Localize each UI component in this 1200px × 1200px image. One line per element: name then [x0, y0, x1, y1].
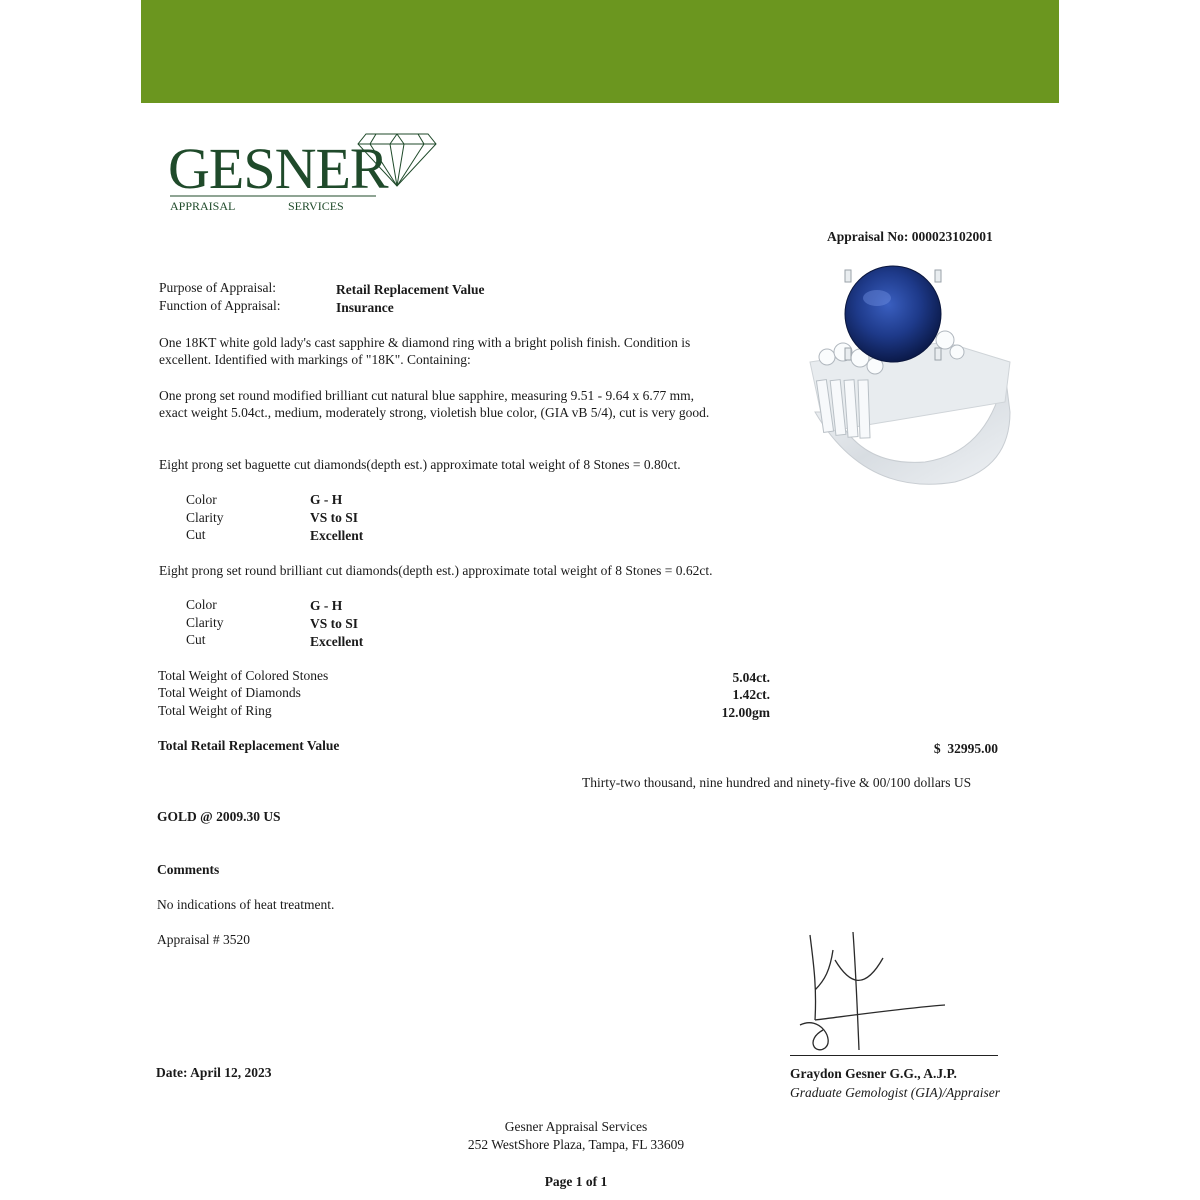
grade-clarity-value: VS to SI: [310, 510, 359, 525]
grade-cut-label: Cut: [186, 527, 206, 542]
retail-value-words: Thirty-two thousand, nine hundred and ninety-five & 00/100 dollars US: [582, 775, 972, 790]
appraisal-reference: Appraisal # 3520: [157, 932, 250, 947]
grade-clarity-value: VS to SI: [310, 616, 359, 631]
total-colored-value: 5.04ct.: [732, 670, 770, 685]
ring-photo: [805, 262, 1015, 497]
grade-color-value: G - H: [310, 598, 343, 613]
grade-cut-value: Excellent: [310, 634, 364, 649]
header-band: [141, 0, 1059, 103]
function-label: Function of Appraisal:: [159, 298, 281, 313]
signer-name: Graydon Gesner G.G., A.J.P.: [790, 1066, 957, 1081]
logo-left-text: APPRAISAL: [170, 199, 236, 213]
total-diamonds-value: 1.42ct.: [732, 687, 770, 702]
total-ring-value: 12.00gm: [721, 705, 770, 720]
comments-heading: Comments: [157, 862, 220, 877]
purpose-label: Purpose of Appraisal:: [159, 280, 276, 295]
grade-color-value: G - H: [310, 492, 343, 507]
grade-clarity-label: Clarity: [186, 510, 224, 525]
sapphire-description: One prong set round modified brilliant cut natural blue sapphire, measuring 9.51 - 9.64 x 6.77 mm, exact weight 5.04ct., medium, moderately strong, violetish blue color, (GIA vB 5/4), cut is very good.: [159, 388, 710, 420]
total-diamonds-label: Total Weight of Diamonds: [158, 685, 301, 700]
grade-cut-value: Excellent: [310, 528, 364, 543]
footer-address: 252 WestShore Plaza, Tampa, FL 33609: [467, 1137, 685, 1152]
footer-company: Gesner Appraisal Services: [504, 1119, 648, 1134]
baguette-description: Eight prong set baguette cut diamonds(depth est.) approximate total weight of 8 Stones = 0.80ct.: [159, 457, 681, 472]
grade-cut-label: Cut: [186, 632, 206, 647]
ring-description: One 18KT white gold lady's cast sapphire & diamond ring with a bright polish finish. Condition is excellent. Identified with markings of "18K". Containing:: [159, 335, 691, 367]
total-ring-label: Total Weight of Ring: [158, 703, 272, 718]
grade-clarity-label: Clarity: [186, 615, 224, 630]
grade-color-label: Color: [186, 492, 217, 507]
retail-value-amount: $ 32995.00: [933, 741, 998, 756]
appraisal-date: Date: April 12, 2023: [156, 1065, 272, 1080]
retail-value-label: Total Retail Replacement Value: [158, 738, 340, 753]
signature: [795, 930, 955, 1060]
comments-text: No indications of heat treatment.: [157, 897, 335, 912]
round-description: Eight prong set round brilliant cut diamonds(depth est.) approximate total weight of 8 Stones = 0.62ct.: [159, 563, 713, 578]
gold-price: GOLD @ 2009.30 US: [157, 809, 281, 824]
grade-color-label: Color: [186, 597, 217, 612]
signer-title: Graduate Gemologist (GIA)/Appraiser: [790, 1085, 1000, 1100]
purpose-value: Retail Replacement Value: [336, 282, 485, 297]
page-number: Page 1 of 1: [544, 1174, 608, 1189]
function-value: Insurance: [336, 300, 394, 315]
logo-main-text: GESNER: [168, 136, 388, 201]
total-colored-label: Total Weight of Colored Stones: [158, 668, 329, 683]
signature-line: [790, 1055, 998, 1056]
appraisal-number: Appraisal No: 000023102001: [827, 229, 993, 244]
gesner-logo: [166, 120, 446, 220]
logo-right-text: SERVICES: [288, 199, 344, 213]
